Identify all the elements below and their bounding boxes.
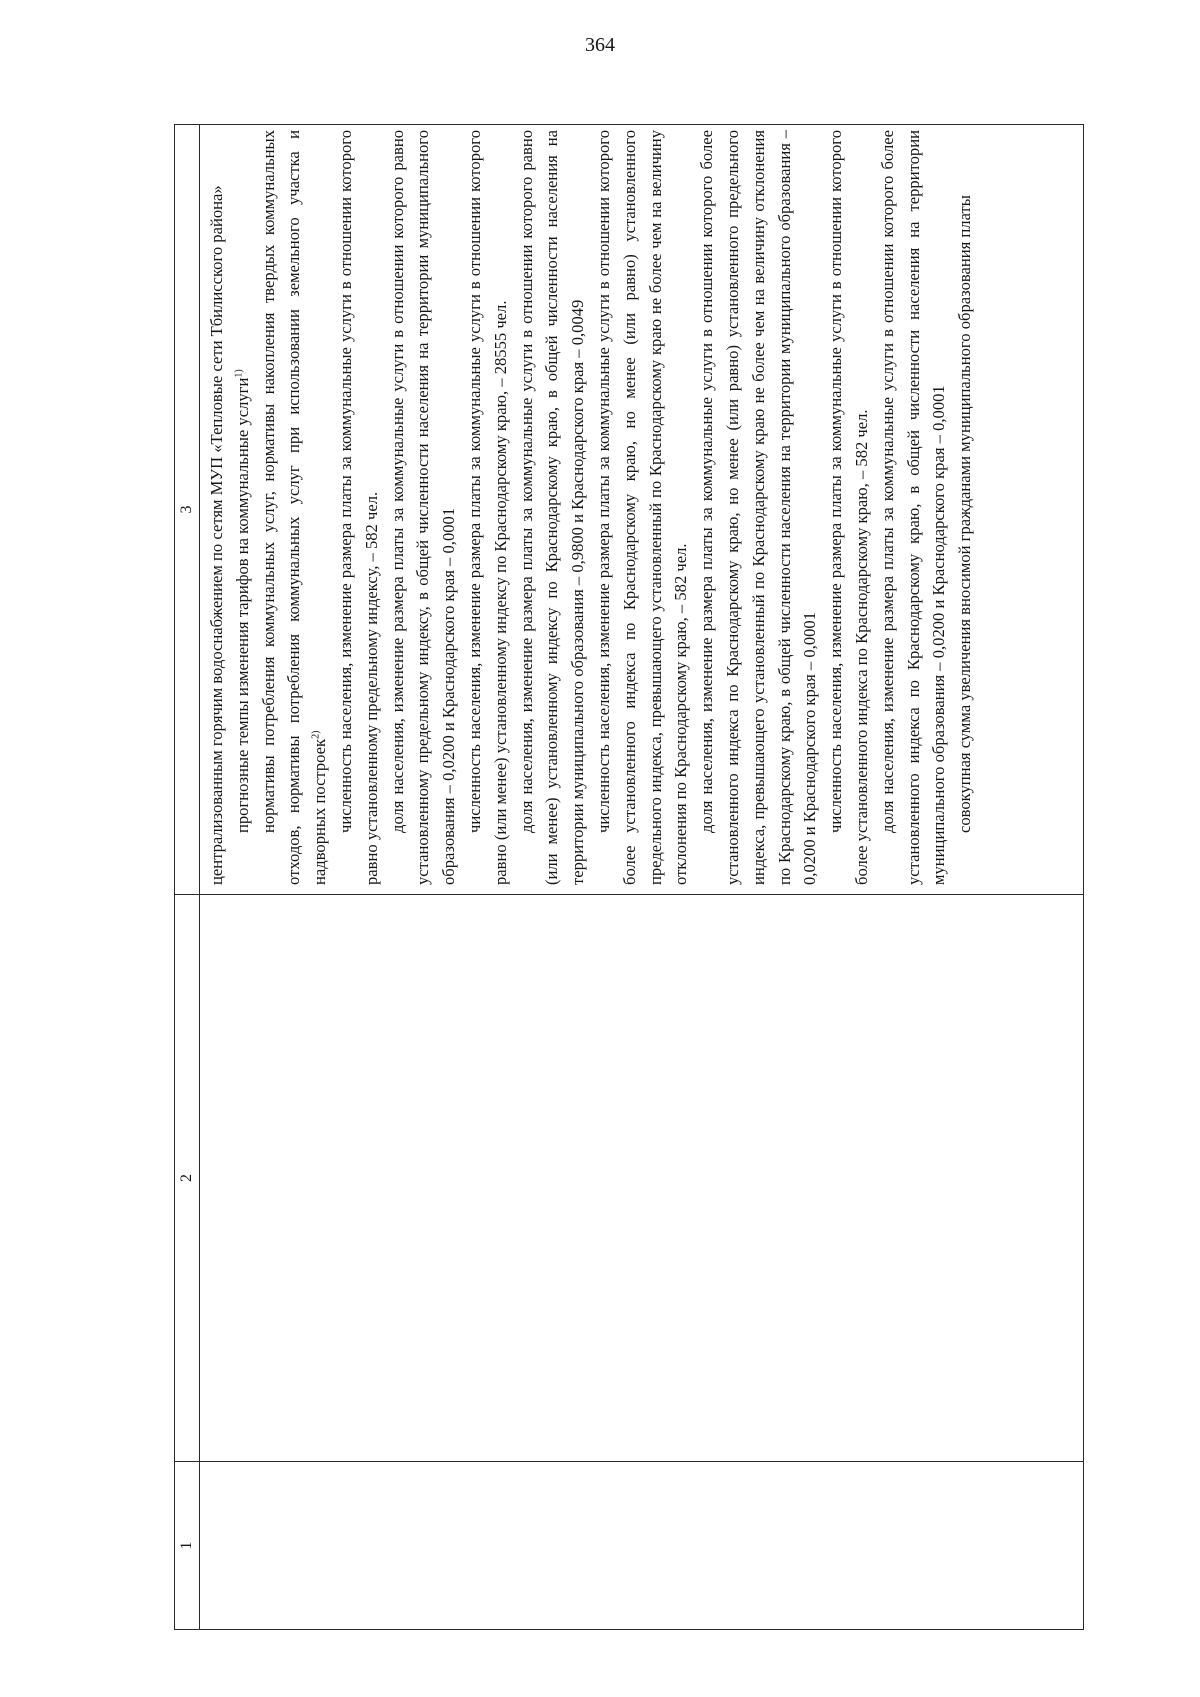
column-header-3: 3 (175, 125, 200, 895)
paragraph (204, 130, 230, 885)
paragraph (875, 130, 952, 885)
paragraph-text: совокупная сумма увеличения вносимой гражданами муниципального образования платы (955, 195, 975, 833)
paragraph-text: доля населения, изменение размера платы за коммунальные услуги в отношении которого более установленного индекса по Краснодарскому краю, но менее (или равно) установленного предельного индекса, превышающего установленный по Краснодарскому краю не более чем на величину отклонения по Краснодарскому краю, в общей численности населения на территории муниципального образования – 0,0200 и Краснодарского края – 0,0001 (697, 130, 820, 885)
cell-col-3 (200, 125, 1084, 895)
rotated-table-frame (174, 128, 1084, 1630)
paragraph-text: численность населения, изменение размера платы за коммунальные услуги в отношении которого более установленного индекса по Краснодарскому краю, но менее (или равно) установленного предельного индекса, превышающего установленный по Краснодарскому краю не более чем на величину отклонения по Краснодарскому краю, – 582 чел. (593, 130, 691, 885)
footnote-marker: 2) (310, 730, 322, 739)
paragraph-text: доля населения, изменение размера платы за коммунальные услуги в отношении которого равно (или менее) установленному индексу по Краснодарскому краю, в общей численности населения на территории муниципального образования – 0,9800 и Краснодарского края – 0,0049 (516, 130, 588, 885)
paragraph-text: численность населения, изменение размера платы за коммунальные услуги в отношении которого равно (или менее) установленному индексу по Краснодарскому краю, – 28555 чел. (464, 130, 510, 885)
paragraph-text: доля населения, изменение размера платы за коммунальные услуги в отношении которого равно установленному предельному индексу, в общей численности населения на территории муниципального образования – 0,0200 и Краснодарского края – 0,0001 (387, 130, 459, 885)
paragraph (462, 130, 514, 885)
paragraph (694, 130, 823, 885)
cell-col-2 (200, 895, 1084, 1462)
paragraph (256, 130, 333, 885)
paragraph-text: нормативы потребления коммунальных услуг, нормативы накопления твердых коммунальных отходов, нормативы потребления коммунальных услуг при использовании земельного участка и надворных построек (258, 130, 330, 885)
column-header-1: 1 (175, 1462, 200, 1630)
paragraph-text: прогнозные темпы изменения тарифов на коммунальные услуги (232, 377, 252, 833)
paragraph-text: доля населения, изменение размера платы за коммунальные услуги в отношении которого более установленного индекса по Краснодарскому краю, в общей численности населения на территории муниципального образования – 0,0200 и Краснодарского края – 0,0001 (877, 130, 949, 885)
page-number: 364 (585, 34, 615, 56)
cell-col-3-text (200, 125, 1080, 894)
paragraph-text: централизованным горячим водоснабжением по сетям МУП «Тепловые сети Тбилисского района» (207, 185, 226, 885)
cell-col-1 (200, 1462, 1084, 1630)
paragraph (591, 130, 694, 885)
table-header-row (175, 125, 200, 1630)
paragraph (952, 130, 978, 885)
paragraph-text: численность населения, изменение размера платы за коммунальные услуги в отношении которого более установленного индекса по Краснодарскому краю, – 582 чел. (826, 130, 871, 885)
paragraph (230, 130, 256, 885)
paragraph (385, 130, 462, 885)
paragraph (823, 130, 875, 885)
table-row (200, 125, 1084, 1630)
paragraph (514, 130, 591, 885)
column-header-2: 2 (175, 895, 200, 1462)
data-table (174, 124, 1084, 1630)
paragraph-text: численность населения, изменение размера платы за коммунальные услуги в отношении которого равно установленному предельному индексу, – 582 чел. (335, 130, 381, 885)
paragraph (333, 130, 385, 885)
footnote-marker: 1) (233, 369, 245, 378)
